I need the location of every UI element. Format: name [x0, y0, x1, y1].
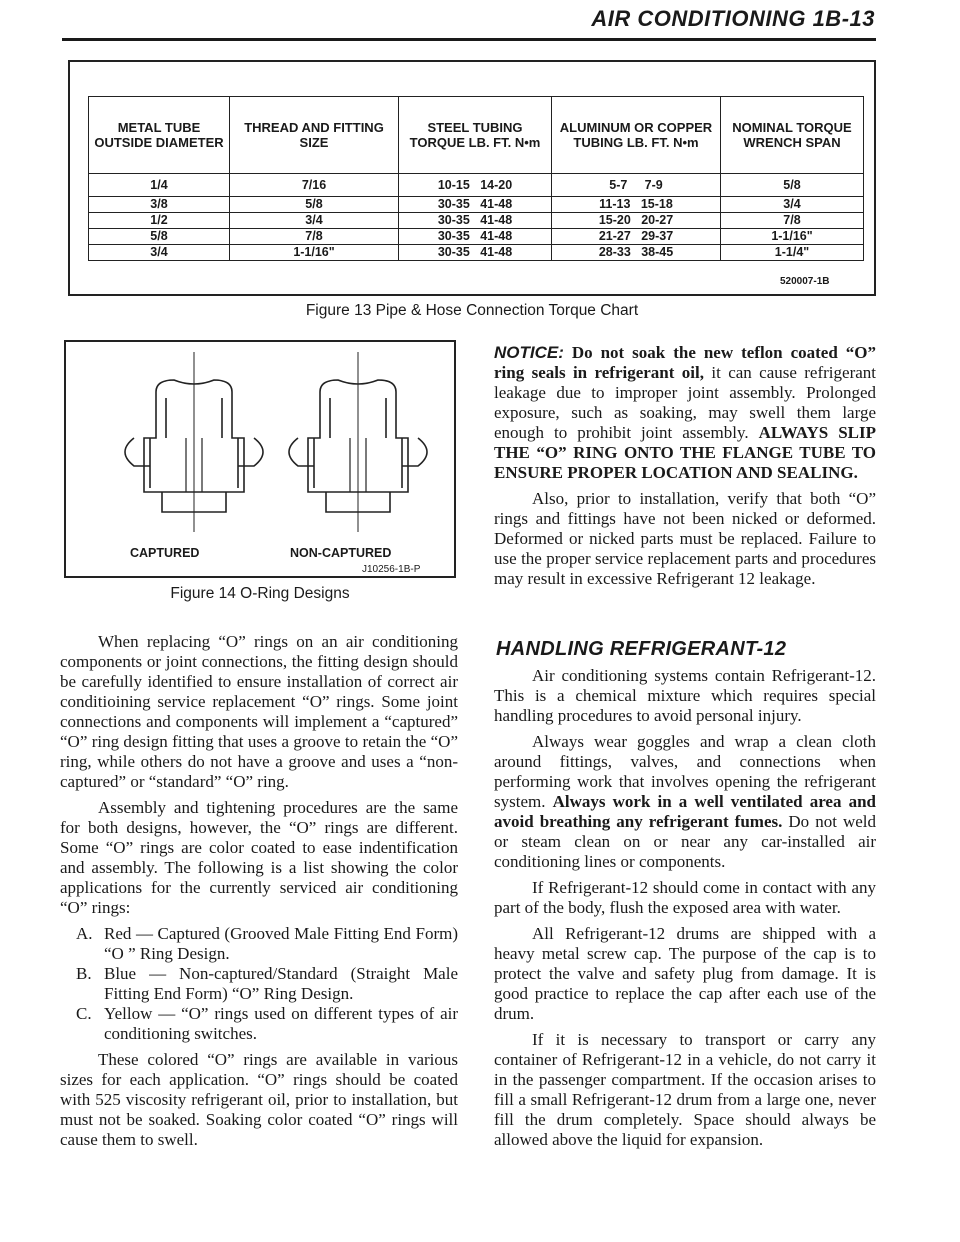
table-row — [89, 174, 864, 197]
handling-text — [494, 666, 876, 1156]
paragraph-handling-4: All Refrigerant-12 drums are shipped with a heavy metal screw cap. The purpose of the cap is to protect the valve and safety plug from damage. It is good practice to replace the cap after each use of the drum. — [494, 924, 876, 1023]
table-cell: 7/8 — [230, 229, 399, 245]
table-row — [89, 229, 864, 245]
captured-fitting-drawing — [125, 352, 263, 532]
notice-keyword: NOTICE: — [494, 343, 564, 362]
col-header-wrench: NOMINAL TORQUE WRENCH SPAN — [721, 97, 864, 174]
notice-text: it can cause refrigerant leakage due to improper joint assembly. Prolonged exposure, such as soaking, may swell them large enough to prohibit joint assembly. — [494, 363, 876, 442]
table-cell: 3/4 — [89, 245, 230, 261]
header-rule — [62, 38, 876, 41]
table-cell: 5/8 — [230, 197, 399, 213]
paragraph-colored-rings: These colored “O” rings are available in various sizes for each application. “O” rings should be coated with 525 viscosity refrigerant oil, prior to installation, but must not be soaked. Soaking color coated “O” rings will cause them to swell. — [60, 1050, 458, 1149]
table-cell: 15-20 20-27 — [552, 213, 721, 229]
table-cell: 5/8 — [721, 174, 864, 197]
table-cell: 3/4 — [721, 197, 864, 213]
figure13-code: 520007-1B — [780, 276, 830, 287]
table-cell: 28-33 38-45 — [552, 245, 721, 261]
label-captured: CAPTURED — [130, 546, 200, 560]
table-cell: 21-27 29-37 — [552, 229, 721, 245]
col-header-steel: STEEL TUBING TORQUE LB. FT. N•m — [399, 97, 552, 174]
paragraph-handling-1: Air conditioning systems contain Refrigerant-12. This is a chemical mixture which requires special handling procedures to avoid personal injury. — [494, 666, 876, 725]
left-column-text — [60, 632, 458, 1156]
paragraph-handling-5: If it is necessary to transport or carry any container of Refrigerant-12 in a vehicle, do not carry it in the passenger compartment. If the occasion arises to fill a small Refrigerant-12 drum from a large one, never fill the drum completely. Space should always be allowed above the liquid for expansion. — [494, 1030, 876, 1149]
table-cell: 30-35 41-48 — [399, 197, 552, 213]
list-item: A. Red — Captured (Grooved Male Fitting End Form) “O ” Ring Design. — [76, 924, 458, 963]
non-captured-fitting-drawing — [289, 352, 427, 532]
table-cell: 7/16 — [230, 174, 399, 197]
table-row — [89, 245, 864, 261]
table-cell: 30-35 41-48 — [399, 245, 552, 261]
torque-chart-table — [88, 96, 864, 261]
list-item: B. Blue — Non-captured/Standard (Straight Male Fitting End Form) “O” Ring Design. — [76, 964, 458, 1003]
section-heading-handling: HANDLING REFRIGERANT-12 — [496, 638, 787, 660]
table-cell: 3/8 — [89, 197, 230, 213]
figure13-caption: Figure 13 Pipe & Hose Connection Torque Chart — [305, 302, 639, 319]
paragraph-handling-3: If Refrigerant-12 should come in contact with any part of the body, flush the exposed area with water. — [494, 878, 876, 917]
list-item: C. Yellow — “O” rings used on different types of air conditioning switches. — [76, 1004, 458, 1043]
figure14-caption: Figure 14 O-Ring Designs — [170, 585, 350, 602]
table-cell: 11-13 15-18 — [552, 197, 721, 213]
table-cell: 1-1/16" — [721, 229, 864, 245]
o-ring-designs-illustration — [66, 342, 454, 576]
col-header-thread: THREAD AND FITTING SIZE — [230, 97, 399, 174]
table-cell: 30-35 41-48 — [399, 213, 552, 229]
table-cell: 5/8 — [89, 229, 230, 245]
paragraph-assembly: Assembly and tightening procedures are the same for both designs, however, the “O” rings are different. Some “O” rings are color coated to ease indentification and assembly. The following is a list showing the color applications for the currently serviced air conditioning “O” rings: — [60, 798, 458, 917]
table-cell: 1-1/4" — [721, 245, 864, 261]
col-header-aluminum: ALUMINUM OR COPPER TUBING LB. FT. N•m — [552, 97, 721, 174]
paragraph-handling-2b: Always work in a well ventilated area and avoid breathing any refrigerant fumes. — [494, 792, 877, 831]
notice-block — [494, 343, 876, 595]
table-row — [89, 197, 864, 213]
table-cell: 1/2 — [89, 213, 230, 229]
table-cell: 5-7 7-9 — [552, 174, 721, 197]
notice-bold-text: Do not soak the new teflon coated “O” ring seals in refrigerant oil, — [494, 343, 876, 382]
figure14-frame — [64, 340, 456, 578]
table-row — [89, 213, 864, 229]
figure14-code: J10256-1B-P — [362, 564, 421, 575]
paragraph-handling-2c: Do not weld or steam clean on or near any car-installed air conditioning lines or components. — [494, 812, 877, 871]
table-cell: 10-15 14-20 — [399, 174, 552, 197]
table-cell: 30-35 41-48 — [399, 229, 552, 245]
col-header-diameter: METAL TUBE OUTSIDE DIAMETER — [89, 97, 230, 174]
table-cell: 1/4 — [89, 174, 230, 197]
table-cell: 1-1/16" — [230, 245, 399, 261]
paragraph-handling-2a: Always wear goggles and wrap a clean cloth around fittings, valves, and connections when performing work that involves opening the refrigerant system. — [494, 732, 876, 811]
paragraph-also: Also, prior to installation, verify that both “O” rings and fittings have not been nicked or deformed. Deformed or nicked parts must be replaced. Failure to use the proper service replacement parts and procedures may result in excessive Refrigerant 12 leakage. — [494, 489, 876, 588]
paragraph-replacing: When replacing “O” rings on an air conditioning components or joint connections, the fitting design should be carefully identified to ensure installation of correct air conditioining service replacement “O” rings. Some joint connections and components will implement a “captured” “O” ring design fitting that uses a groove to retain the “O” ring, while others do not have a groove and uses a “non-captured” or “standard” “O” ring. — [60, 632, 458, 791]
table-cell: 7/8 — [721, 213, 864, 229]
page-header-title: AIR CONDITIONING 1B-13 — [591, 6, 875, 31]
label-non-captured: NON-CAPTURED — [290, 546, 392, 560]
table-cell: 3/4 — [230, 213, 399, 229]
notice-caps-text: ALWAYS SLIP THE “O” RING ONTO THE FLANGE TUBE TO ENSURE PROPER LOCATION AND SEALING. — [494, 423, 877, 482]
